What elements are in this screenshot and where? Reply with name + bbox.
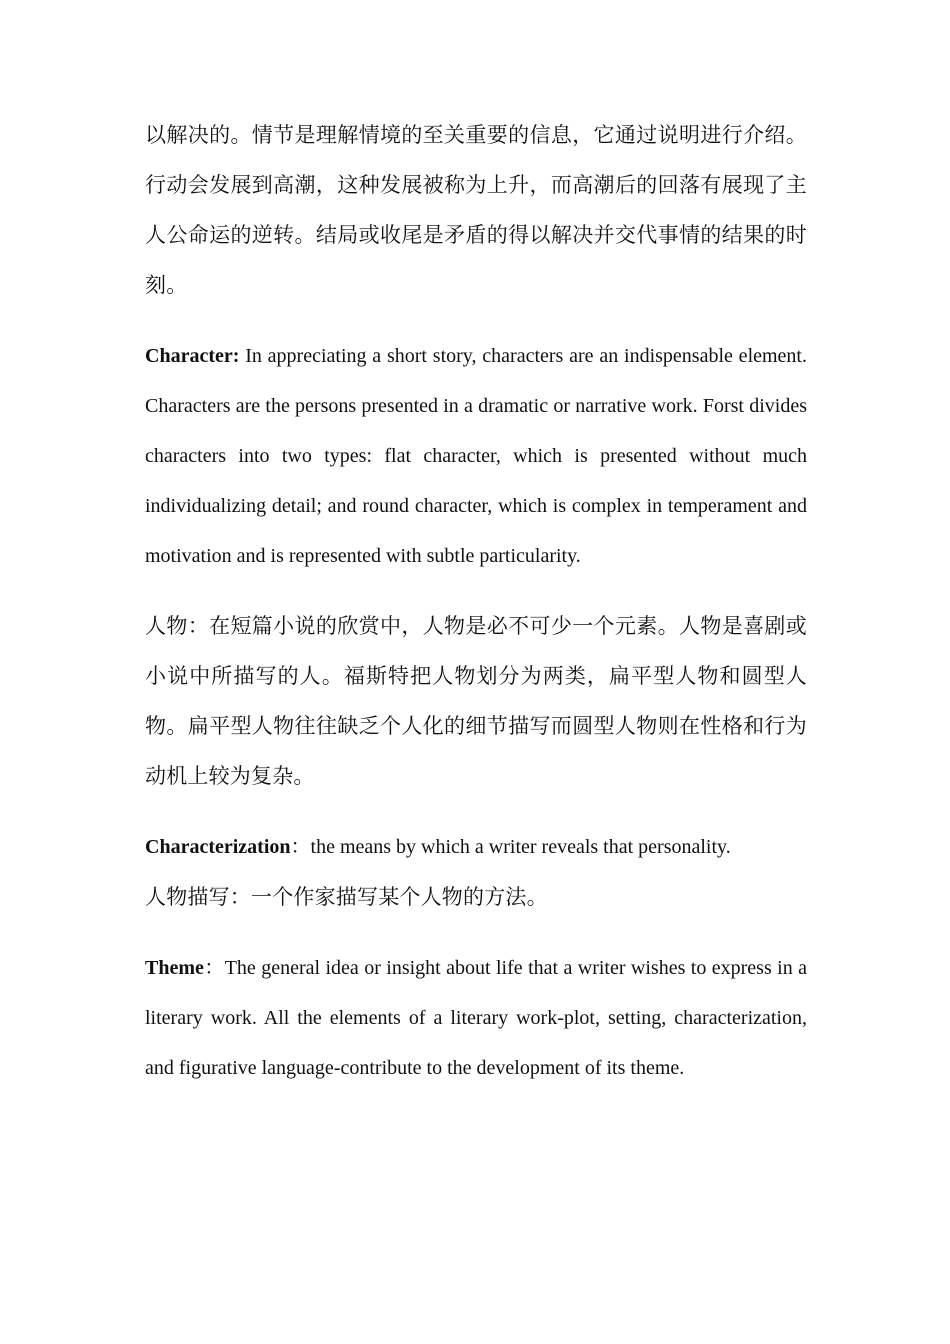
characterization-chinese-paragraph: 人物描写：一个作家描写某个人物的方法。: [145, 885, 548, 909]
paragraph-gap: [145, 801, 807, 822]
theme-separator: ：: [203, 957, 225, 979]
character-term: Character:: [145, 345, 240, 367]
paragraph-gap: [145, 310, 807, 331]
characterization-term: Characterization: [145, 836, 291, 858]
theme-english-paragraph: [145, 943, 807, 1093]
paragraph-gap: [145, 922, 807, 943]
theme-term: Theme: [145, 957, 204, 979]
characterization-separator: ：: [290, 836, 311, 858]
characterization-english-paragraph: [145, 822, 807, 872]
character-english-paragraph: [145, 331, 807, 581]
characterization-definition: the means by which a writer reveals that personality.: [310, 836, 731, 858]
paragraph-gap: [145, 581, 807, 601]
theme-definition: The general idea or insight about life that a writer wishes to express in a literary work. All the elements of a literary work-plot, setting, characterization, and figurative language-contribute to the development of its theme.: [145, 957, 807, 1079]
document-body: [145, 110, 807, 1093]
plot-chinese-paragraph: 以解决的。情节是理解情境的至关重要的信息，它通过说明进行介绍。行动会发展到高潮，这种发展被称为上升，而高潮后的回落有展现了主人公命运的逆转。结局或收尾是矛盾的得以解决并交代事情的结果的时刻。: [145, 123, 807, 297]
character-chinese-paragraph: 人物：在短篇小说的欣赏中，人物是必不可少一个元素。人物是喜剧或小说中所描写的人。福斯特把人物划分为两类，扁平型人物和圆型人物。扁平型人物往往缺乏个人化的细节描写而圆型人物则在性格和行为动机上较为复杂。: [145, 614, 807, 788]
character-definition: In appreciating a short story, characters are an indispensable element. Characters are the persons presented in a dramatic or narrative work. Forst divides characters into two types: flat character, which is presented without much individualizing detail; and round character, which is complex in temperament and motivation and is represented with subtle particularity.: [145, 345, 807, 567]
